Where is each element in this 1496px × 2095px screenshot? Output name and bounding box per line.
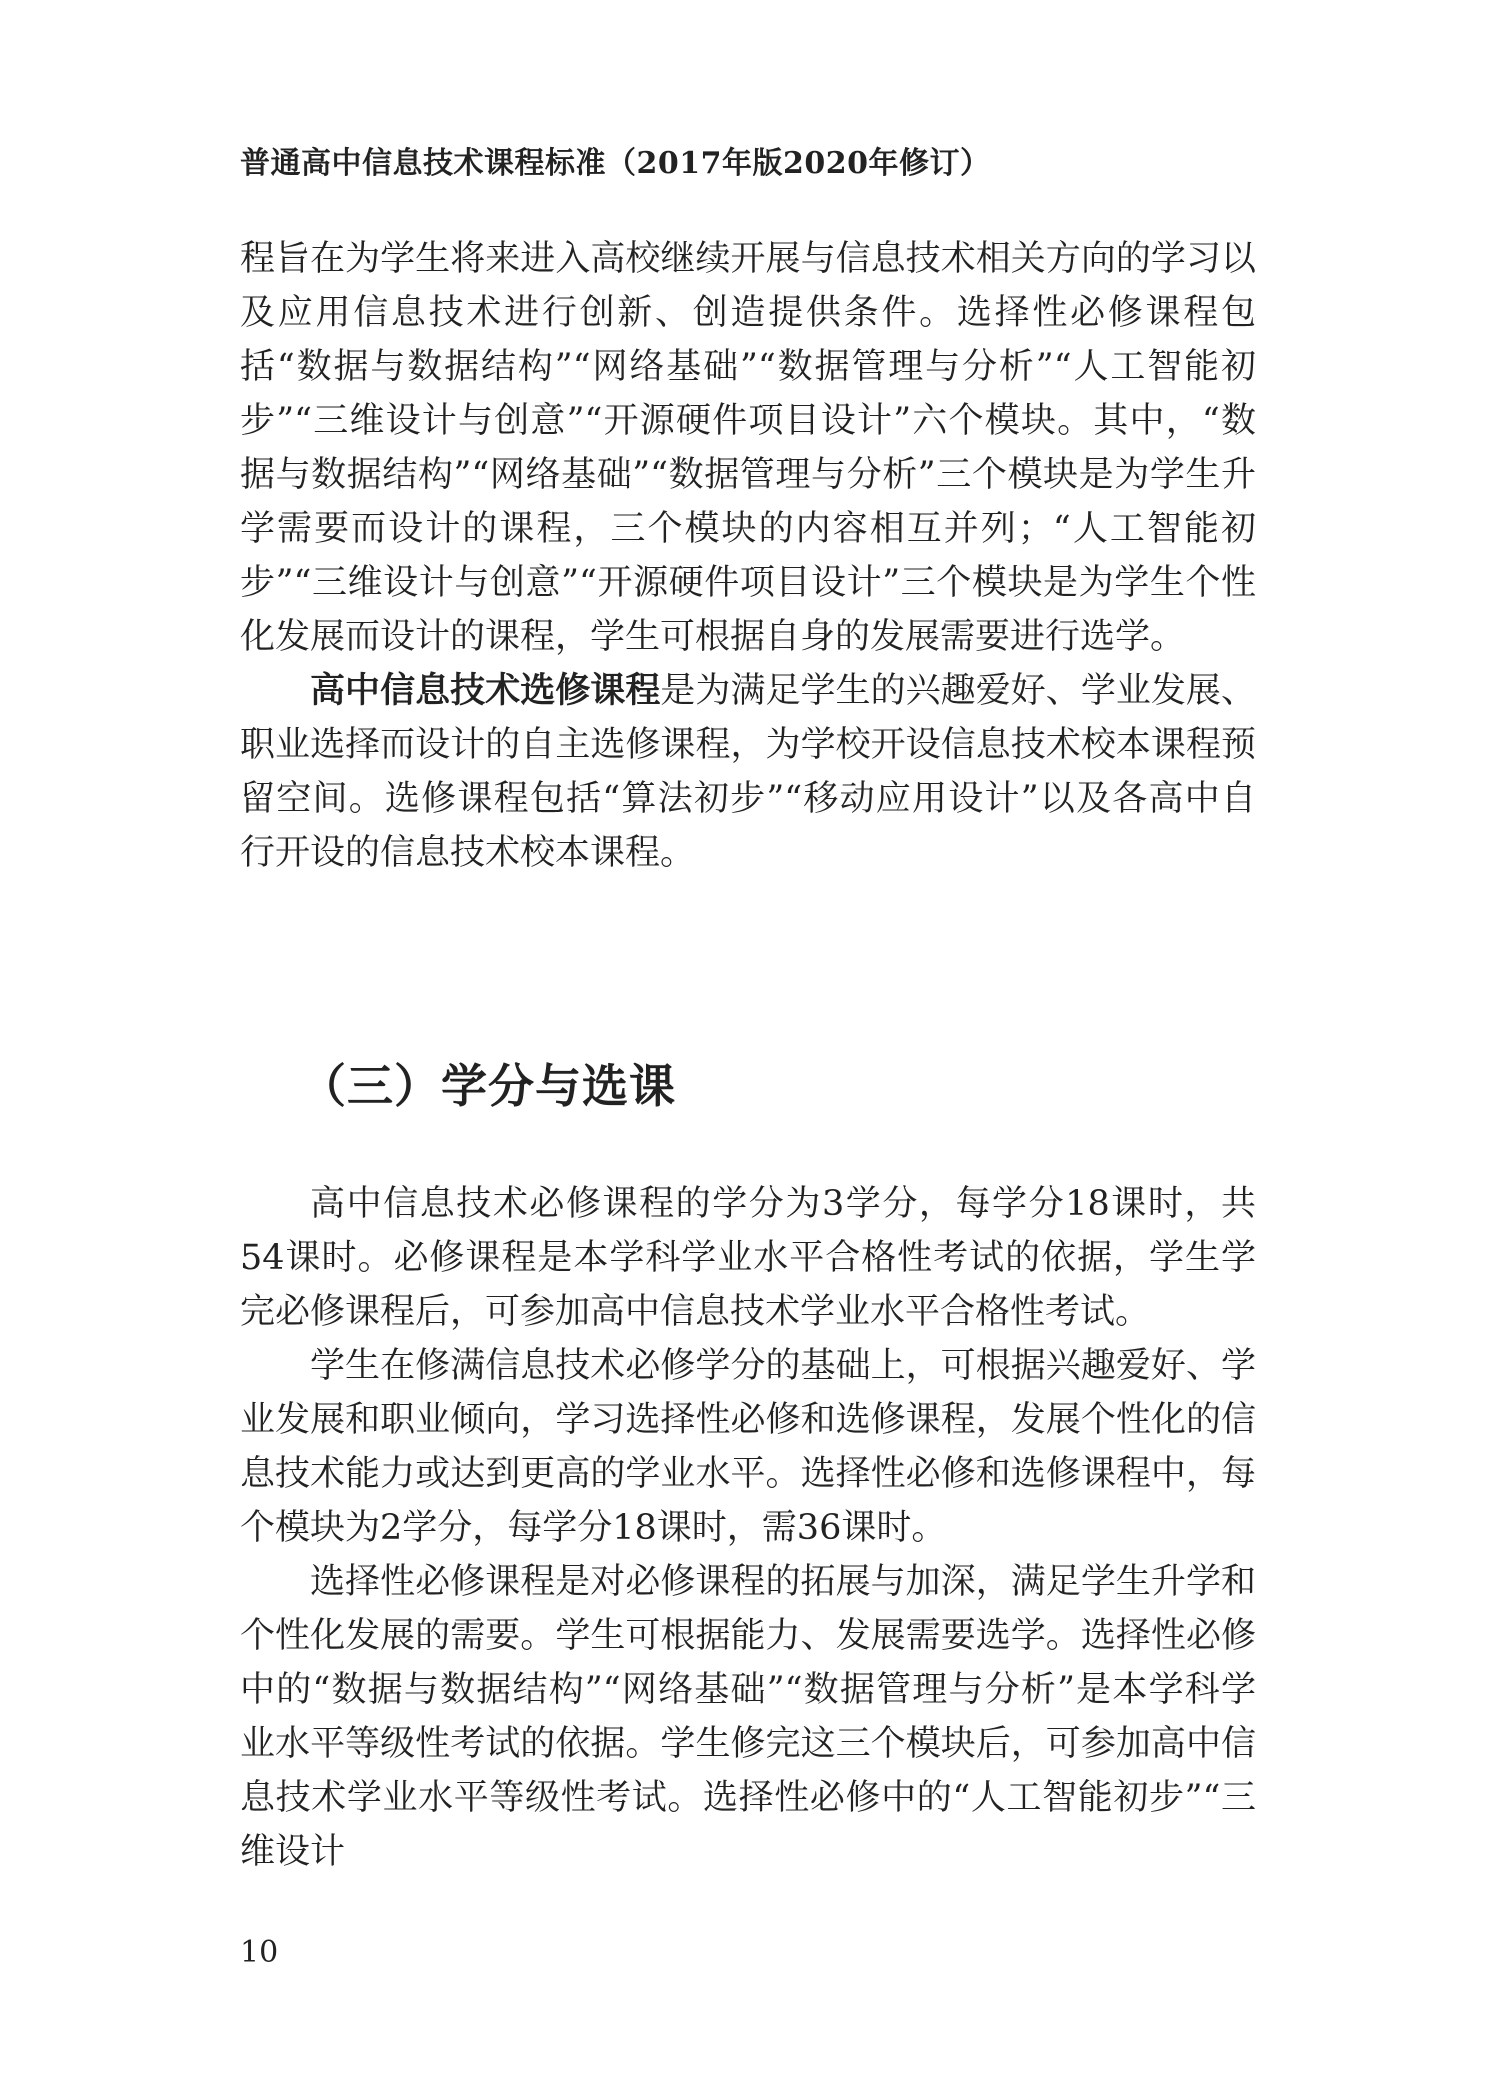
paragraph: 学生在修满信息技术必修学分的基础上，可根据兴趣爱好、学业发展和职业倾向，学习选择性必修和选修课程，发展个性化的信息技术能力或达到更高的学业水平。选择性必修和选修课程中，每个模块为2学分，每学分18课时，需36课时。: [240, 1346, 1256, 1548]
paragraph: 选择性必修课程是对必修课程的拓展与加深，满足学生升学和个性化发展的需要。学生可根据能力、发展需要选学。选择性必修中的“数据与数据结构”“网络基础”“数据管理与分析”是本学科学业水平等级性考试的依据。学生修完这三个模块后，可参加高中信息技术学业水平等级性考试。选择性必修中的“人工智能初步”“三维设计: [240, 1562, 1256, 1872]
paragraph-text: 是为满足学生的兴趣爱好、学业发展、职业选择而设计的自主选修课程，为学校开设信息技术校本课程预留空间。选修课程包括“算法初步”“移动应用设计”以及各高中自行开设的信息技术校本课程。: [240, 671, 1256, 873]
section-heading: （三）学分与选课: [300, 1059, 676, 1113]
running-header: 普通高中信息技术课程标准（2017年版2020年修订）: [240, 146, 991, 181]
paragraph: 程旨在为学生将来进入高校继续开展与信息技术相关方向的学习以及应用信息技术进行创新、创造提供条件。选择性必修课程包括“数据与数据结构”“网络基础”“数据管理与分析”“人工智能初步”“三维设计与创意”“开源硬件项目设计”六个模块。其中，“数据与数据结构”“网络基础”“数据管理与分析”三个模块是为学生升学需要而设计的课程，三个模块的内容相互并列；“人工智能初步”“三维设计与创意”“开源硬件项目设计”三个模块是为学生个性化发展而设计的课程，学生可根据自身的发展需要进行选学。: [240, 239, 1256, 657]
section-body: [240, 1177, 1256, 1879]
section-body-continued: [240, 232, 1256, 880]
paragraph: 高中信息技术必修课程的学分为3学分，每学分18课时，共54课时。必修课程是本学科学业水平合格性考试的依据，学生学完必修课程后，可参加高中信息技术学业水平合格性考试。: [240, 1184, 1256, 1332]
page-number: 10: [240, 1935, 279, 1970]
paragraph: [240, 664, 1256, 880]
bold-term: 高中信息技术选修课程: [310, 670, 661, 711]
